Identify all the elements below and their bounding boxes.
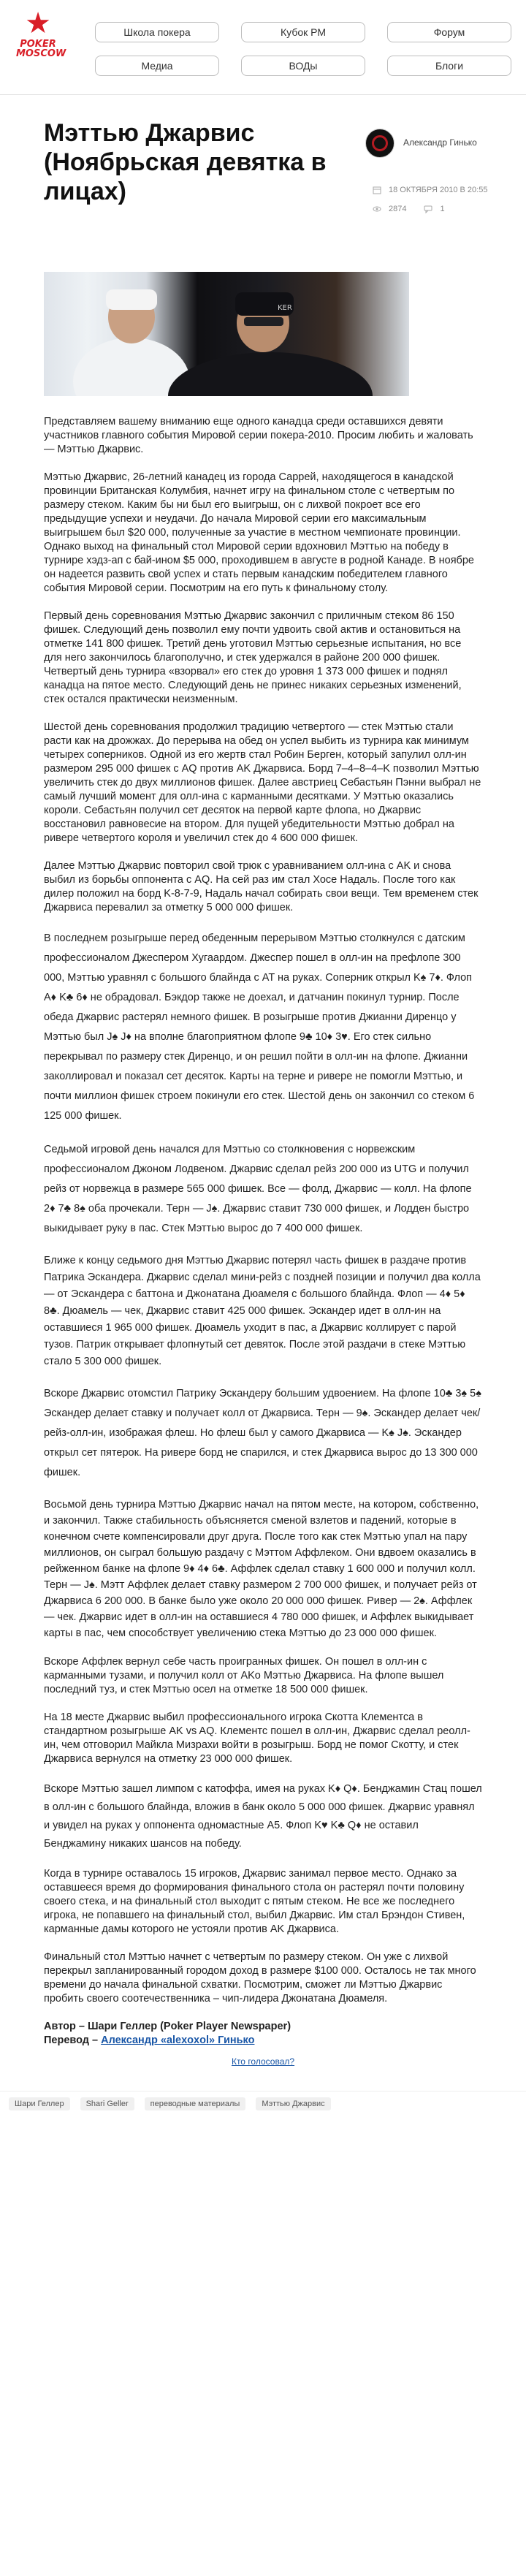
paragraph: Вскоре Джарвис отомстил Патрику Эскандеру большим удвоением. На флопе 10♣ 3♠ 5♠ Эскандер делает ставку и получает колл от Джарвиса. Терн — 9♠. Эскандер делает чек/рейз-олл-ин, изображая флеш. Но флеш был у самого Джарвиса — K♠ J♠. Эскандер открыл сет пятерок. На ривере борд не спарился, и стек Джарвиса вырос до 13 300 000 фишек.	[44, 1388, 481, 1478]
article-body	[0, 415, 526, 2069]
tag-list	[0, 2091, 526, 2121]
article-date: 18 ОКТЯБРЯ 2010 В 20:55	[389, 186, 488, 194]
comments-count[interactable]: 1	[440, 205, 445, 213]
site-logo[interactable]	[16, 7, 66, 59]
nav-poker-school[interactable]: Школа покера	[95, 22, 219, 42]
site-header	[0, 0, 526, 95]
tag[interactable]: Шари Геллер	[9, 2097, 70, 2110]
star-icon: ★	[25, 7, 51, 39]
photo-illustration	[44, 272, 409, 396]
voters-link[interactable]: Кто голосовал?	[231, 2056, 295, 2067]
logo-text-top: POKER	[20, 39, 56, 50]
paragraph: Вскоре Мэттью зашел лимпом с катоффа, имея на руках K♦ Q♦. Бенджамин Стац пошел в олл-ин с большого блайнда, вложив в банк около 5 000 000 фишек. Джарвис уравнял и увидел на руках у оппонента одномастные A5. Флоп K♥ K♣ Q♦ не оставил Бенджамину никаких шансов на победу.	[44, 1783, 482, 1850]
paragraph: Шестой день соревнования продолжил традицию четвертого — стек Мэттью стали расти как на дрожжах. До перерыва на обед он успел выбить из турнира как минимум четырех соперников. Одной из его жертв стал Робин Берген, который запулил олл-ин размером 295 000 фишек с AQ против AK Джарвиса. Борд 7–4–8–4–K позволил Мэттью увеличить стек до двух миллионов фишек. Далее австриец Себастьян Пэнни выбрал не самый лучший момент для олл-ина с карманными десятками. У Мэттью оказались короли. Себастьян получил сет десяток на первой карте флопа, но Джарвис восстановил равновесие на втором. Для пущей убедительности Мэттью добрал на ривере четвертого короля и увеличил стек до 4 600 000 фишек.	[44, 721, 481, 844]
svg-text:KER: KER	[278, 304, 292, 312]
translator-link[interactable]: Александр «alexoxol» Гинько	[101, 2034, 255, 2046]
views-count: 2874	[389, 205, 407, 213]
paragraph: В последнем розыгрыше перед обеденным перерывом Мэттью столкнулся с датским профессионалом Джеспером Хугаардом. Джеспер пошел в олл-ин на префлопе 300 000, Мэттью уравнял с большого блайнда с AT на руках. Соперник открыл K♠ 7♦. Флоп A♦ K♣ 6♦ не обрадовал. Бэкдор также не доехал, и датчанин покинул турнир. После обеда Джарвис растерял немного фишек. В розыгрыше против Джианни Диренцо у Мэттью был J♠ J♦ на вполне благоприятном флопе 9♣ 10♦ 3♥. Его стек сильно перекрывал по размеру стек Диренцо, и он решил пойти в олл-ин на флопе. Джианни заколлировал и показал сет десяток. Карты на терне и ривере не помогли Мэттью, и почти миллион фишек строем покинули его стек. Шестой день он закончил со стеком 6 125 000 фишек.	[44, 932, 475, 1122]
tag[interactable]: переводные материалы	[145, 2097, 246, 2110]
article-header	[0, 118, 526, 272]
article-meta	[373, 186, 487, 224]
comment-icon[interactable]	[424, 205, 432, 213]
calendar-icon	[373, 186, 381, 194]
translator-credit	[44, 2034, 482, 2048]
tag[interactable]: Shari Geller	[80, 2097, 134, 2110]
article-title: Мэттью Джарвис (Ноябрьская девятка в лицах)	[44, 119, 327, 205]
nav-blogs[interactable]: Блоги	[387, 56, 511, 76]
paragraph: Мэттью Джарвис, 26-летний канадец из города Саррей, находящегося в канадской провинции Британская Колумбия, начнет игру на финальном столе с четвертым по размеру стеком. Каким бы ни был его выигрыш, он с лихвой покроет все его предыдущие успехи и неудачи. До начала Мировой серии его максимальным выигрышем был $20 000, полученные за участие в местном чемпионате провинции. Однако выход на финальный стол Мировой серии вдохновил Мэттью на победу в турнире хэдз-ап с бай-ином $5 000, проходившем в августе в родной Канаде. В ноябре он надеется развить свой успех и стать первым канадским победителем главного события Мировой серии. Посмотрим на его путь к финальному столу.	[44, 471, 474, 594]
paragraph: Финальный стол Мэттью начнет с четвертым по размеру стеком. Он уже с лихвой перекрыл запланированный городом доход в размере $100 000. Осталось не так много времени до начала финальной схватки. Посмотрим, сможет ли Мэттью Джарвис пробить своего соотечественника – чип-лидера Джонатана Дюамеля.	[44, 1951, 476, 2005]
main-nav	[95, 22, 511, 76]
author-credit: Автор – Шари Геллер (Poker Player Newspaper)	[44, 2021, 291, 2032]
paragraph: Ближе к концу седьмого дня Мэттью Джарвис потерял часть фишек в раздаче против Патрика Эскандера. Джарвис сделал мини-рейз с поздней позиции и получил два колла — от Эскандера с баттона и Джонатана Дюамеля с большого блайнда. Флоп — 4♦ 5♦ 8♣. Дюамель — чек, Джарвис ставит 425 000 фишек. Эскандер идет в олл-ин на оставшиеся 1 965 000 фишек. Дюамель уходит в пас, а Джарвис коллирует с парой тузов. Патрик открывает флопнутый сет девяток. После этой раздачи в стеке Мэттью стало 5 300 000 фишек.	[44, 1255, 481, 1367]
credits	[44, 2020, 482, 2048]
eye-icon	[373, 205, 381, 213]
paragraph: Вскоре Аффлек вернул себе часть проигранных фишек. Он пошел в олл-ин с карманными тузами, и получил колл от AKo Мэттью Джарвиса. На флопе вышел последний туз, и стек Мэттью осел на отметке 18 500 000 фишек.	[44, 1656, 444, 1695]
nav-media[interactable]: Медиа	[95, 56, 219, 76]
paragraph: На 18 месте Джарвис выбил профессионального игрока Скотта Клементса в стандартном розыгрыше AK vs AQ. Клементс пошел в олл-ин, Джарвис сделал реолл-ин, чем отговорил Майкла Мизрахи войти в розыгрыш. Борд не помог Скотту, и стек Джарвиса вернулся на отметку 23 000 000 фишек.	[44, 1711, 470, 1765]
paragraph: Представляем вашему вниманию еще одного канадца среди оставшихся девяти участников главного события Мировой серии покера-2010. Просим любить и жаловать — Мэттью Джарвис.	[44, 416, 473, 455]
translator-prefix: Перевод –	[44, 2034, 102, 2046]
paragraph: Первый день соревнования Мэттью Джарвис закончил с приличным стеком 86 150 фишек. Следующий день позволил ему почти удвоить свой актив и остановиться на отметке 141 800 фишек. Третий день уготовил Мэттью серьезные испытания, но все для него закончилось благополучно, и стек удержался в районе 200 000 фишек. Четвертый день турнира «взорвал» его стек до уровня 1 373 000 фишек и поднял канадца на пятое место. Следующий день не принес никаких серьезных изменений, стек остался практически неизменным.	[44, 610, 462, 705]
tag[interactable]: Мэттью Джарвис	[256, 2097, 330, 2110]
nav-forum[interactable]: Форум	[387, 22, 511, 42]
paragraph: Когда в турнире оставалось 15 игроков, Джарвис занимал первое место. Однако за оставшееся время до формирования финального стола он растерял почти половину своего стека, и на финальный стол выходит с пятым стеком. Не все же последнего игрока, не попавшего на финальный стол, выбил Джарвис. Им стал Брэндон Стивен, карманные дамы которого не устояли против AK Джарвиса.	[44, 1868, 465, 1935]
article-photo	[44, 272, 409, 396]
author-name[interactable]: Александр Гинько	[403, 137, 477, 148]
nav-vods[interactable]: ВОДы	[241, 56, 365, 76]
paragraph: Далее Мэттью Джарвис повторил свой трюк с уравниванием олл-ина с AK и снова выбил из борьбы оппонента с AQ. На сей раз им стал Хосе Надаль. После того как дилер положил на борд K-8-7-9, Надаль начал собирать свои вещи. Тем временем стек Джарвиса перевалил за отметку 5 000 000 фишек.	[44, 860, 479, 913]
avatar[interactable]	[365, 129, 394, 158]
nav-rm-cup[interactable]: Кубок РМ	[241, 22, 365, 42]
logo-text-bottom: MOSCOW	[16, 48, 66, 59]
paragraph: Восьмой день турнира Мэттью Джарвис начал на пятом месте, на котором, собственно, и закончил. Также стабильность объясняется сменой взлетов и падений, которые в конечном счете компенсировали друг друга. После того как стек Мэттью упал на пару миллионов, он сыграл большую раздачу с Мэттом Аффлеком. Они вдвоем оказались в рейженном банке на флопе 9♦ 4♦ 6♣. Аффлек сделал ставку 1 600 000 и получил колл. Терн — J♠. Мэтт Аффлек делает ставку размером 2 700 000 фишек, и получает рейз от Джарвиса 6 200 000. В банке было уже около 20 000 000 фишек. Ривер — 2♠. Аффлек — чек. Джарвис идет в олл-ин на оставшиеся 4 780 000 фишек, и Аффлек выкидывает карты в пас, чем способствует увеличению стека Мэттью до 23 000 000 фишек.	[44, 1499, 479, 1639]
paragraph: Седьмой игровой день начался для Мэттью со столкновения с норвежским профессионалом Джоном Лодвеном. Джарвис сделал рейз 200 000 из UTG и получил рейз от норвежца в размере 565 000 фишек. Все — фолд, Джарвис — колл. На флопе 2♦ 7♣ 8♠ оба прочекали. Терн — J♠. Джарвис ставит 730 000 фишек, и Лодден быстро выкидывает руку в пас. Стек Мэттью вырос до 7 400 000 фишек.	[44, 1144, 472, 1234]
